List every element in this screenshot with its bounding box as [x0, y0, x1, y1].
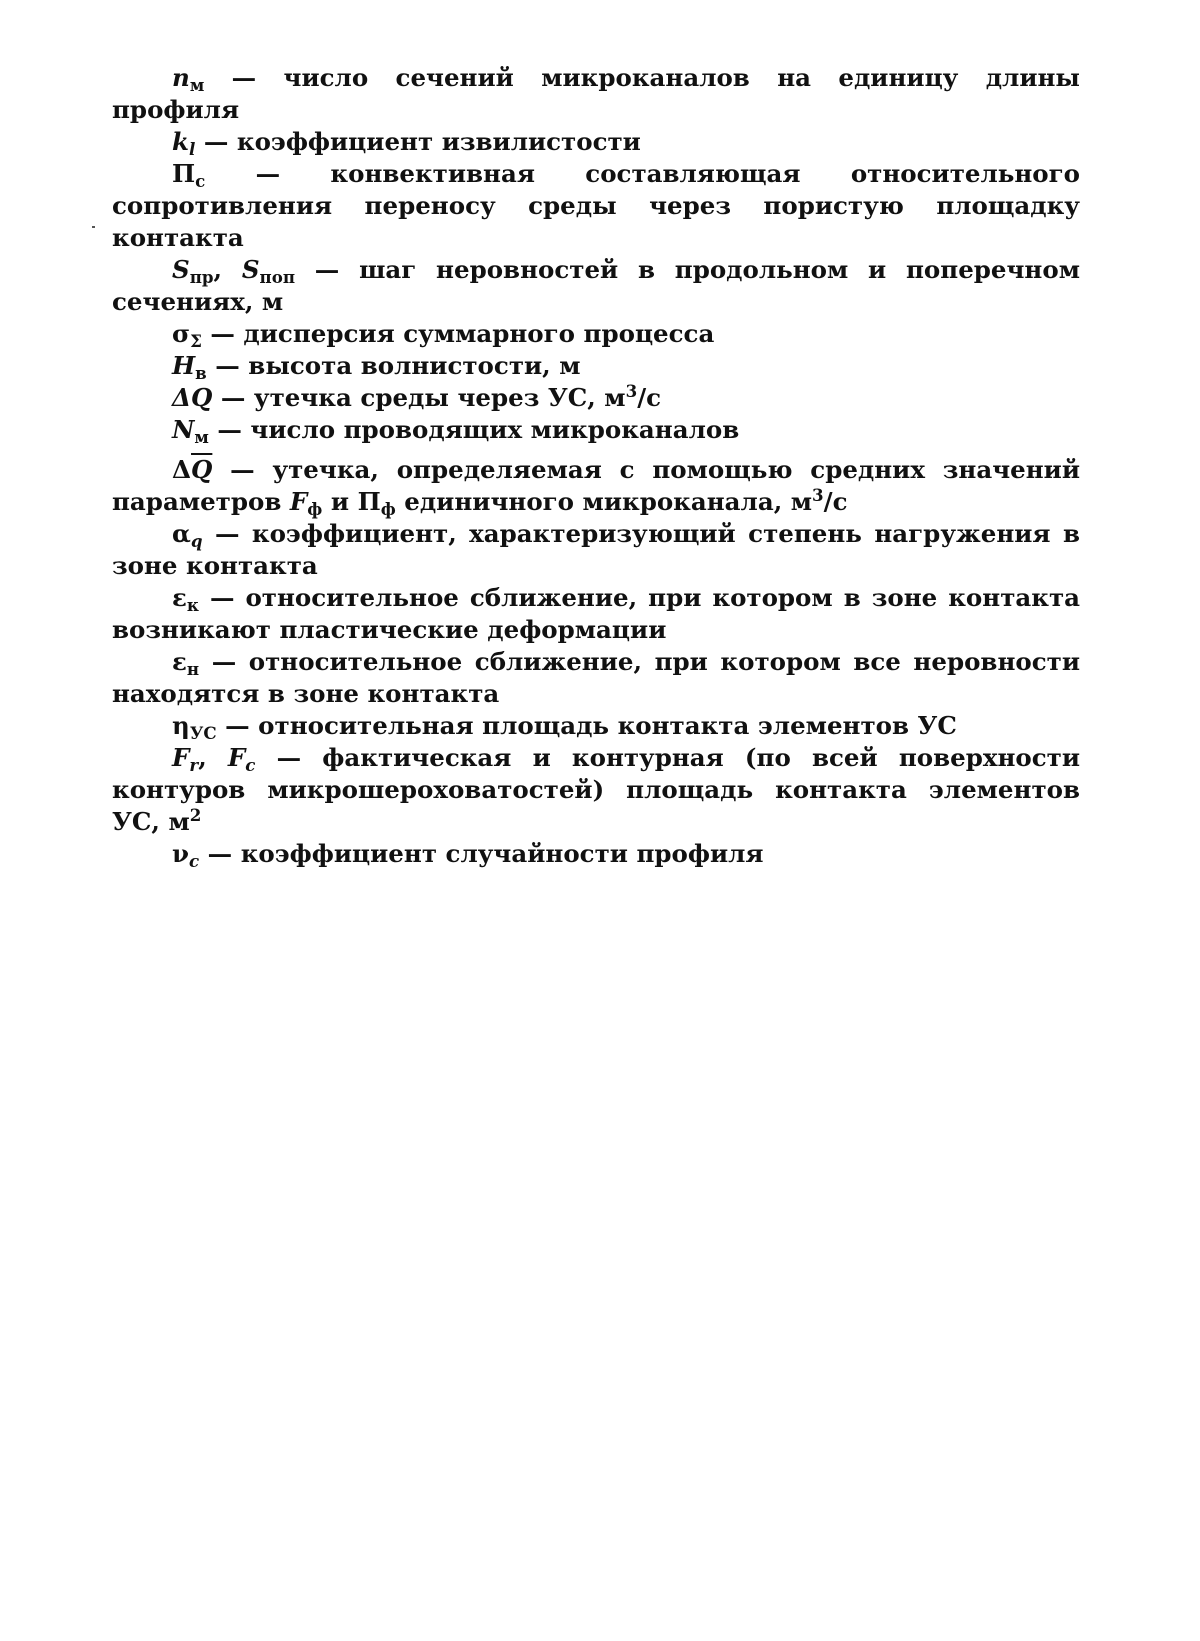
notation-symbol-overlined: $\overline{Q}$	[191, 455, 213, 484]
notation-definition: — коэффициент случайности профиля	[199, 839, 764, 868]
notation-subscript: м	[189, 74, 205, 95]
notation-symbol: S	[172, 255, 190, 284]
notation-definition: — высота волнистости, м	[206, 351, 581, 380]
notation-subscript: УС	[189, 722, 217, 743]
notation-entry-eps-n	[112, 646, 1080, 710]
notation-separator: ,	[198, 743, 228, 772]
notation-entry-nu	[112, 838, 1080, 870]
notation-superscript: 3	[812, 484, 824, 505]
notation-param-f: F	[289, 487, 308, 516]
notation-symbol: α	[172, 519, 191, 548]
notation-subscript: пр	[189, 266, 214, 287]
notation-subscript: c	[189, 850, 200, 871]
notation-symbol: F	[172, 743, 190, 772]
notation-definition-end: единичного микроканала, м	[395, 487, 813, 516]
notation-definition: — утечка среды через УС, м	[212, 383, 626, 412]
notation-subscript: l	[188, 138, 196, 159]
notation-list	[112, 62, 1080, 870]
notation-entry-dq-mean	[112, 454, 1080, 518]
notation-entry-nm	[112, 62, 1080, 126]
notation-definition: — фактическая и контурная (по всей поверхности контуров микрошероховатостей) площадь контакта элементов УС, м	[112, 743, 1080, 836]
notation-entry-alpha	[112, 518, 1080, 582]
notation-definition: — относительная площадь контакта элементов УС	[216, 711, 957, 740]
notation-entry-nm-upper	[112, 414, 1080, 446]
notation-subscript: н	[186, 658, 200, 679]
notation-definition: — коэффициент, характеризующий степень нагружения в зоне контакта	[112, 519, 1080, 580]
notation-definition-tail: /с	[823, 487, 848, 516]
notation-symbol: ΔQ	[172, 383, 213, 412]
notation-symbol: Δ	[172, 455, 192, 484]
notation-superscript: 3	[625, 380, 638, 401]
notation-subscript: к	[186, 594, 199, 615]
notation-entry-hv	[112, 350, 1080, 382]
notation-definition: — коэффициент извилистости	[195, 127, 641, 156]
notation-entry-pc	[112, 158, 1080, 254]
notation-symbol: H	[172, 351, 196, 380]
notation-symbol: П	[172, 159, 196, 188]
notation-subscript: q	[190, 530, 203, 551]
notation-definition: — дисперсия суммарного процесса	[201, 319, 715, 348]
notation-definition: — относительное сближение, при котором в зоне контакта возникают пластические деформации	[112, 583, 1080, 644]
notation-entry-spr-spop	[112, 254, 1080, 318]
notation-subscript: r	[189, 754, 199, 775]
notation-symbol: ε	[172, 583, 187, 612]
notation-entry-kl	[112, 126, 1080, 158]
notation-entry-eta	[112, 710, 1080, 742]
notation-entry-eps-k	[112, 582, 1080, 646]
notation-definition: — число проводящих микроканалов	[208, 415, 740, 444]
notation-entry-dq	[112, 382, 1080, 414]
notation-separator: ,	[213, 255, 242, 284]
notation-definition-mid: и	[322, 487, 358, 516]
notation-symbol: k	[172, 127, 189, 156]
notation-definition: — конвективная составляющая относительного сопротивления переносу среды через пористую площадку контакта	[112, 159, 1080, 252]
notation-symbol: ε	[172, 647, 187, 676]
notation-param-p: П	[357, 487, 381, 516]
notation-entry-fr-fc	[112, 742, 1080, 838]
notation-subscript: м	[194, 426, 209, 447]
scan-speck	[92, 226, 95, 228]
notation-definition-tail: /с	[637, 383, 662, 412]
notation-entry-sigma	[112, 318, 1080, 350]
notation-symbol-second: S	[241, 255, 260, 284]
notation-symbol: η	[172, 711, 190, 740]
notation-param-p-subscript: ф	[380, 498, 396, 519]
notation-symbol: ν	[172, 839, 189, 868]
notation-symbol: n	[172, 63, 190, 92]
notation-definition: — относительное сближение, при котором все неровности находятся в зоне контакта	[112, 647, 1080, 708]
notation-subscript: Σ	[190, 330, 202, 351]
notation-symbol: N	[172, 415, 195, 444]
notation-subscript: с	[195, 170, 206, 191]
notation-subscript-second: поп	[259, 266, 296, 287]
notation-definition: — шаг неровностей в продольном и поперечном сечениях, м	[112, 255, 1080, 316]
notation-definition: — утечка, определяемая с помощью средних значений параметров	[112, 455, 1080, 516]
notation-superscript: 2	[189, 804, 202, 825]
notation-subscript-second: c	[245, 754, 256, 775]
notation-param-f-subscript: ф	[307, 498, 323, 519]
notation-definition: — число сечений микроканалов на единицу длины профиля	[112, 63, 1080, 124]
notation-symbol: σ	[172, 319, 191, 348]
notation-symbol-second: F	[227, 743, 246, 772]
notation-subscript: в	[195, 362, 207, 383]
